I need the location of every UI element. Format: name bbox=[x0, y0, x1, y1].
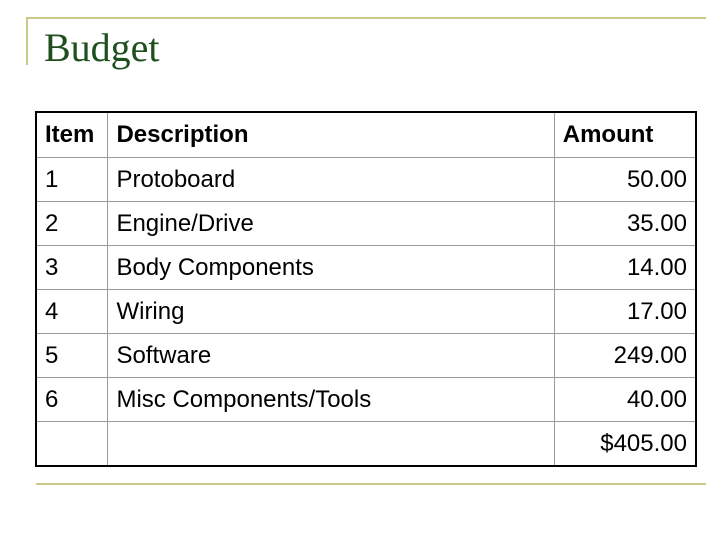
cell-description: Engine/Drive bbox=[108, 202, 554, 246]
bottom-rule bbox=[36, 483, 706, 485]
cell-amount: 50.00 bbox=[554, 158, 696, 202]
cell-item: 5 bbox=[36, 334, 108, 378]
table-row bbox=[36, 290, 696, 334]
header-item: Item bbox=[36, 112, 108, 158]
cell-description: Wiring bbox=[108, 290, 554, 334]
cell-description: Software bbox=[108, 334, 554, 378]
table-row bbox=[36, 246, 696, 290]
cell-amount: 14.00 bbox=[554, 246, 696, 290]
table-header-row bbox=[36, 112, 696, 158]
cell-amount: 40.00 bbox=[554, 378, 696, 422]
header-amount: Amount bbox=[554, 112, 696, 158]
top-rule bbox=[26, 17, 706, 19]
cell-description-empty bbox=[108, 422, 554, 467]
cell-item: 4 bbox=[36, 290, 108, 334]
table-row bbox=[36, 158, 696, 202]
cell-amount: 249.00 bbox=[554, 334, 696, 378]
cell-description: Misc Components/Tools bbox=[108, 378, 554, 422]
left-rule bbox=[26, 17, 28, 65]
cell-item: 6 bbox=[36, 378, 108, 422]
cell-item: 1 bbox=[36, 158, 108, 202]
total-amount: $405.00 bbox=[554, 422, 696, 467]
cell-description: Body Components bbox=[108, 246, 554, 290]
table-row bbox=[36, 202, 696, 246]
cell-item: 2 bbox=[36, 202, 108, 246]
table-row bbox=[36, 334, 696, 378]
cell-description: Protoboard bbox=[108, 158, 554, 202]
header-description: Description bbox=[108, 112, 554, 158]
table-row bbox=[36, 378, 696, 422]
cell-amount: 35.00 bbox=[554, 202, 696, 246]
cell-item: 3 bbox=[36, 246, 108, 290]
slide-title: Budget bbox=[44, 25, 160, 70]
cell-amount: 17.00 bbox=[554, 290, 696, 334]
cell-item-empty bbox=[36, 422, 108, 467]
table-total-row bbox=[36, 422, 696, 467]
budget-table bbox=[35, 111, 697, 467]
